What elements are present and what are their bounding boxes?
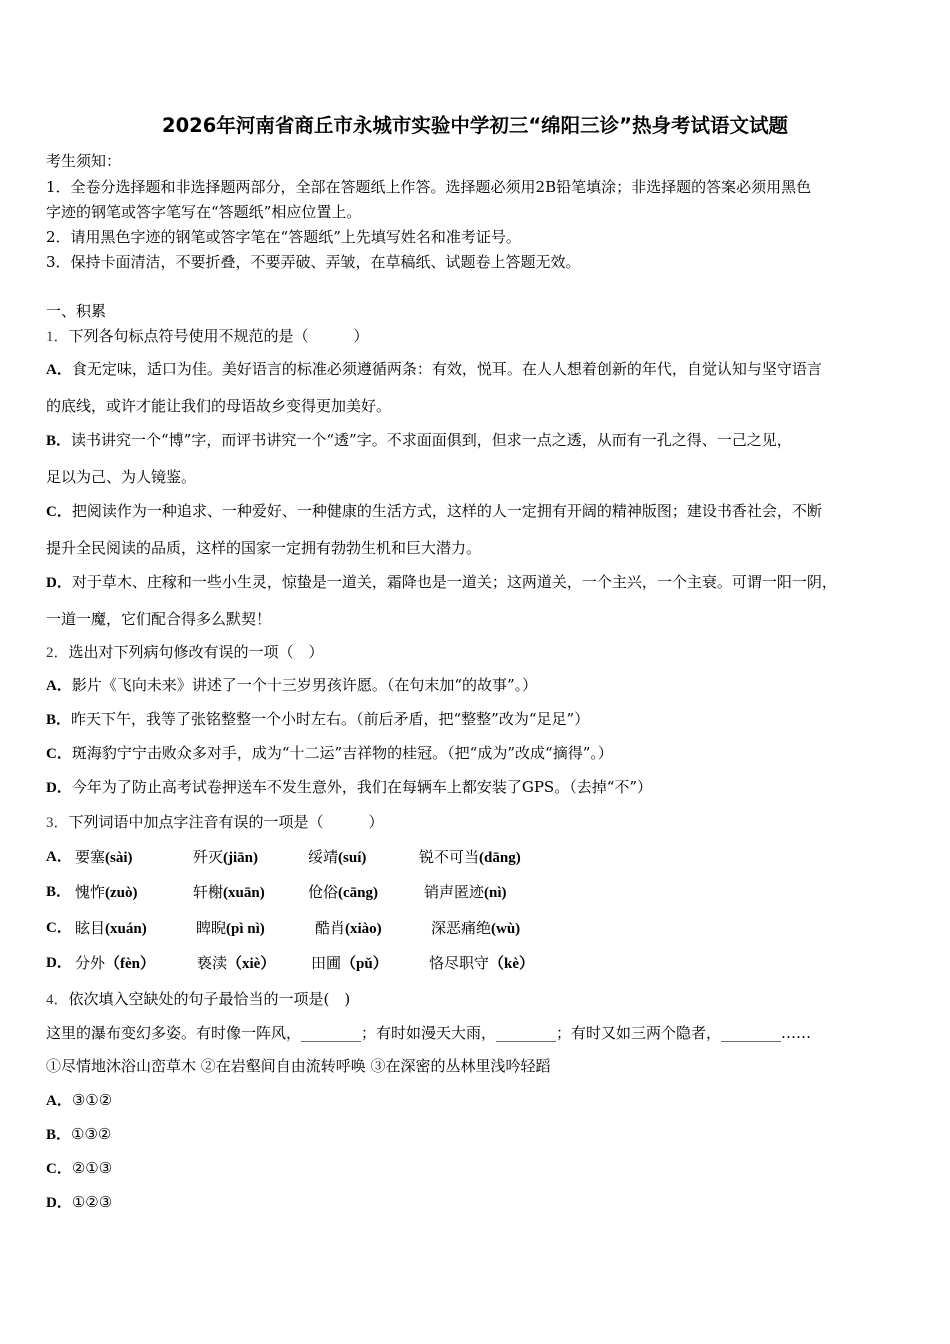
word: 愧怍 xyxy=(75,883,106,901)
section-heading: 一、积累 xyxy=(46,302,107,320)
word: 眩目 xyxy=(75,919,106,937)
option-label: D． xyxy=(46,780,72,796)
option-text: 昨天下午，我等了张铭整整一个小时左右。（前后矛盾，把“整整”改为“足足”） xyxy=(71,710,590,728)
word: 酷肖 xyxy=(315,919,346,937)
word: 亵渎 xyxy=(197,954,228,972)
notice-line-3: 3．保持卡面清洁，不要折叠，不要弄破、弄皱，在草稿纸、试题卷上答题无效。 xyxy=(46,253,581,271)
option-text: ①③② xyxy=(71,1125,112,1143)
word: 伧俗 xyxy=(308,883,339,901)
pinyin-item xyxy=(308,848,366,867)
question-number: 2． xyxy=(46,645,69,661)
pinyin-item xyxy=(193,848,258,867)
question-text: 依次填入空缺处的句子最恰当的一项是( ) xyxy=(68,990,351,1008)
q2-option-d[interactable] xyxy=(46,778,652,797)
question-1-stem xyxy=(46,327,369,346)
option-text: 今年为了防止高考试卷押送车不发生意外，我们在每辆车上都安装了GPS。（去掉“不”） xyxy=(71,778,653,796)
option-label: C． xyxy=(46,504,72,520)
option-text: 影片《飞向未来》讲述了一个十三岁男孩许愿。（在句末加“的故事”。） xyxy=(71,676,538,694)
word: 歼灭 xyxy=(193,848,224,866)
pinyin-item xyxy=(431,919,520,938)
option-text: 斑海豹宁宁击败众多对手，成为“十二运”吉祥物的桂冠。（把“成为”改成“摘得”。） xyxy=(71,744,613,762)
pinyin-item xyxy=(419,848,521,867)
pinyin-item xyxy=(75,848,133,867)
pinyin-item xyxy=(315,919,382,938)
word: 要塞 xyxy=(75,848,106,866)
option-text: 对于草木、庄稼和一些小生灵，惊蛰是一道关，霜降也是一道关；这两道关，一个主兴，一个主衰。可谓一阳一阴， xyxy=(71,573,837,591)
option-text: ①②③ xyxy=(71,1193,113,1211)
word: 田圃 xyxy=(311,954,342,972)
word: 绥靖 xyxy=(308,848,339,866)
q4-option-c[interactable] xyxy=(46,1159,112,1178)
notice-line-2: 2．请用黑色字迹的钢笔或答字笔在“答题纸”上先填写姓名和准考证号。 xyxy=(46,228,521,246)
option-label: A． xyxy=(46,1093,72,1109)
notice-heading: 考生须知： xyxy=(46,152,122,170)
q1-option-b[interactable] xyxy=(46,431,792,450)
pinyin: (zuò) xyxy=(105,885,138,901)
word: 深恶痛绝 xyxy=(431,919,492,937)
q4-option-b[interactable] xyxy=(46,1125,111,1144)
question-4-stem xyxy=(46,990,350,1009)
q4-option-a[interactable] xyxy=(46,1091,112,1110)
option-label: C． xyxy=(46,920,72,936)
question-number: 3． xyxy=(46,815,69,831)
q4-option-d[interactable] xyxy=(46,1193,112,1212)
q1-option-b-cont: 足以为己、为人镜鉴。 xyxy=(46,468,197,486)
q1-option-c[interactable] xyxy=(46,502,822,521)
pinyin-item xyxy=(308,883,378,902)
word: 睥睨 xyxy=(196,919,227,937)
pinyin-item xyxy=(429,954,534,973)
option-label: C． xyxy=(46,746,72,762)
pinyin: (wù) xyxy=(491,921,521,937)
pinyin: (xuán) xyxy=(105,921,147,937)
pinyin: (nì) xyxy=(484,885,507,901)
notice-line-1a: 1．全卷分选择题和非选择题两部分，全部在答题纸上作答。选择题必须用2B铅笔填涂；非选择题的答案必须用黑色 xyxy=(46,178,812,196)
pinyin: （pǔ） xyxy=(341,956,388,972)
pinyin-item xyxy=(424,883,507,902)
pinyin: （xiè） xyxy=(227,956,276,972)
pinyin: (sài) xyxy=(105,850,133,866)
question-3-stem xyxy=(46,813,384,832)
q1-option-d[interactable] xyxy=(46,573,837,592)
option-label: D． xyxy=(46,575,72,591)
pinyin-item xyxy=(75,883,138,902)
pinyin: (cāng) xyxy=(338,885,379,901)
pinyin: (pì nì) xyxy=(226,921,265,937)
q4-passage: 这里的瀑布变幻多姿。有时像一阵风，________；有时如漫天大雨，________；有时又如三两个隐者，________…… xyxy=(46,1024,812,1042)
question-text: 选出对下列病句修改有误的一项（ ） xyxy=(68,643,324,661)
pinyin-item xyxy=(197,954,275,973)
q1-option-c-cont: 提升全民阅读的品质，这样的国家一定拥有勃勃生机和巨大潜力。 xyxy=(46,539,482,557)
pinyin-item xyxy=(75,954,155,973)
notice-line-1b: 字迹的钢笔或答字笔写在“答题纸”相应位置上。 xyxy=(46,203,362,221)
pinyin: (xuān) xyxy=(223,885,265,901)
question-number: 1． xyxy=(46,329,69,345)
q1-option-a[interactable] xyxy=(46,360,822,379)
option-label: D． xyxy=(46,1195,72,1211)
q2-option-c[interactable] xyxy=(46,744,613,763)
option-label: B． xyxy=(46,712,72,728)
word: 销声匿迹 xyxy=(424,883,485,901)
question-text: 下列各句标点符号使用不规范的是（ ） xyxy=(68,327,369,345)
option-label: C． xyxy=(46,1161,72,1177)
option-text: 食无定味，适口为佳。美好语言的标准必须遵循两条：有效，悦耳。在人人想着创新的年代，自觉认知与坚守语言 xyxy=(71,360,822,378)
question-number: 4． xyxy=(46,992,69,1008)
option-label: B． xyxy=(46,884,72,900)
q2-option-a[interactable] xyxy=(46,676,537,695)
option-label: A． xyxy=(46,849,72,865)
option-label: A． xyxy=(46,678,72,694)
pinyin: (dāng) xyxy=(479,850,521,866)
pinyin-item xyxy=(196,919,265,938)
pinyin: (suí) xyxy=(338,850,367,866)
word: 锐不可当 xyxy=(419,848,480,866)
page-title: 2026年河南省商丘市永城市实验中学初三“绵阳三诊”热身考试语文试题 xyxy=(162,114,788,137)
question-text: 下列词语中加点字注音有误的一项是（ ） xyxy=(68,813,384,831)
pinyin: (jiān) xyxy=(223,850,259,866)
option-text: ③①② xyxy=(71,1091,113,1109)
option-text: 把阅读作为一种追求、一种爱好、一种健康的生活方式，这样的人一定拥有开阔的精神版图；建设书香社会，不断 xyxy=(71,502,822,520)
q2-option-b[interactable] xyxy=(46,710,589,729)
word: 分外 xyxy=(75,954,106,972)
pinyin: （kè） xyxy=(489,956,535,972)
word: 轩榭 xyxy=(193,883,224,901)
option-text: 读书讲究一个“博”字，而评书讲究一个“透”字。不求面面俱到，但求一点之透，从而有一孔之得、一己之见， xyxy=(71,431,792,449)
pinyin: (xiào) xyxy=(345,921,382,937)
option-label: B． xyxy=(46,433,72,449)
pinyin-item xyxy=(75,919,147,938)
question-2-stem xyxy=(46,643,324,662)
pinyin-item xyxy=(193,883,265,902)
q4-choices: ①尽情地沐浴山峦草木 ②在岩壑间自由流转呼唤 ③在深密的丛林里浅吟轻蹈 xyxy=(46,1057,551,1075)
q1-option-d-cont: 一道一魔，它们配合得多么默契！ xyxy=(46,610,272,628)
pinyin: （fèn） xyxy=(105,956,156,972)
q1-option-a-cont: 的底线，或许才能让我们的母语故乡变得更加美好。 xyxy=(46,397,392,415)
option-text: ②①③ xyxy=(71,1159,113,1177)
word: 恪尽职守 xyxy=(429,954,490,972)
pinyin-item xyxy=(311,954,388,973)
option-label: A． xyxy=(46,362,72,378)
option-label: D． xyxy=(46,955,72,971)
option-label: B． xyxy=(46,1127,72,1143)
